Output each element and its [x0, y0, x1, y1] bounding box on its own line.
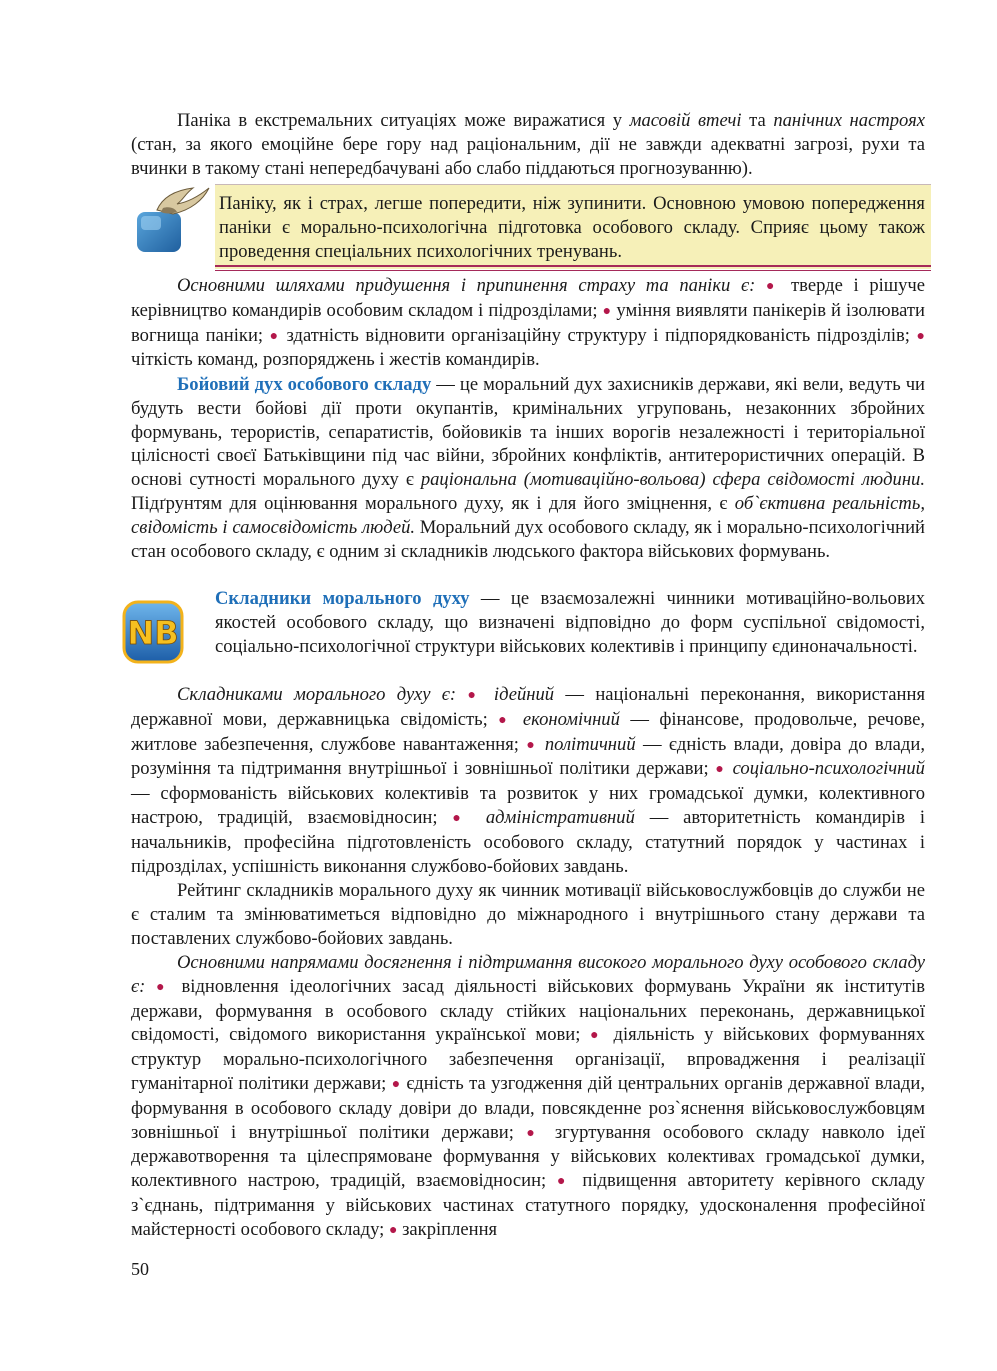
italic-lead: Складниками морального духу є: — [177, 684, 457, 705]
bullet-icon: ● — [156, 979, 171, 995]
list-item: підвищення авторитету керівного складу з`єднань, підтримання у військових частинах статутного порядку, удосконалення професійної майстерності особового складу; — [131, 1170, 925, 1240]
bullet-icon: ● — [388, 1222, 398, 1238]
bullet-icon: ● — [526, 737, 538, 753]
list-item: тверде і рішуче керівництво командирів особовим складом і підрозділами; — [131, 275, 925, 321]
text: Підґрунтям для оцінювання морального духу, як і для його зміцнення, є — [131, 492, 735, 514]
component-name: економічний — [522, 708, 620, 730]
term-heading: Складники морального духу — [215, 588, 470, 609]
bullet-icon: ● — [557, 1174, 572, 1190]
list-item: — сформованість військових колективів та розвиток у них громадської думки, колективного настрою, традицій, взаємовідносин; — [131, 783, 925, 828]
term-heading: Бойовий дух особового складу — [177, 374, 432, 395]
component-name: політичний — [544, 733, 636, 755]
list-item: діяльність у військових формуваннях структур морально-психологічного забезпечення організації, впровадження і реалізації гуманітарної політики держави; — [131, 1024, 925, 1094]
highlight-text: Паніку, як і страх, легше попередити, ніж зупинити. Основною умовою попередження паніки є морально-психологічна підготовка особового складу. Сприяє цьому також проведення спеціальних психологічних тренувань. — [219, 193, 925, 262]
paragraph-spirit-components-definition — [215, 587, 925, 658]
paragraph-combat-spirit — [131, 373, 925, 563]
list-item: чіткість команд, розпоряджень і жестів командирів. — [131, 349, 540, 371]
bullet-icon: ● — [467, 688, 483, 703]
paragraph-rating — [131, 879, 925, 950]
nota-bene-icon — [122, 600, 184, 664]
text: Моральний дух особового складу, як і морально-психологічний стан особового складу, є одним зі складників людського фактора військових формувань. — [131, 516, 925, 562]
bullet-icon: ● — [269, 328, 280, 344]
italic-term: масовій втечі — [629, 110, 742, 131]
svg-text:NB: NB — [127, 614, 179, 652]
text: (стан, за якого емоційне бере гору над раціональним, дії не завжди адекватні загрозі, рухи та вчинки в такому стані непередбачувані або слабо піддаються прогнозуванню). — [131, 133, 925, 179]
text: Паніка в екстремальних ситуаціях може виражатися у — [177, 110, 630, 131]
bullet-icon: ● — [916, 328, 925, 344]
list-item: — єдність влади, довіра до влади, розуміння та підтримання внутрішньої і зовнішньої політики держави; — [131, 733, 925, 780]
bullet-icon: ● — [452, 810, 472, 826]
component-name: соціально-психологічний — [732, 758, 925, 780]
paragraph-panic-forms — [131, 109, 925, 180]
text: та — [741, 110, 774, 131]
highlight-box — [215, 184, 931, 269]
page-number: 50 — [131, 1259, 149, 1279]
list-item: — фінансове, продовольче, речове, житлове забезпечення, службове навантаження; — [131, 708, 925, 755]
paragraph-spirit-components-list — [131, 683, 925, 878]
highlight-underline — [215, 265, 931, 271]
list-item: — авторитетність командирів і начальників, професійна підготовленість особового складу, статутний порядок у частинах і підрозділах, успішність виконання службово-бойових завдань. — [131, 806, 925, 877]
component-name: адміністративний — [485, 806, 635, 828]
list-item: відновлення ідеологічних засад діяльності військових формувань України як інститутів держави, формування в особового складу стійких національних переконань, державницької свідомості, свідомого використання української мови; — [131, 975, 925, 1046]
italic-term: панічних настроях — [773, 110, 925, 131]
list-item: єдність та узгодження дій центральних органів державної влади, формування в особового складу довіри до влади, повсякденне роз`яснення військовослужбовцям зовнішньої і внутрішньої політики держави; — [131, 1072, 925, 1143]
bullet-icon: ● — [391, 1076, 401, 1092]
bullet-icon: ● — [526, 1125, 543, 1141]
bullet-icon: ● — [765, 279, 781, 294]
italic-lead: Основними напрямами досягнення і підтримання високого морального духу особового складу є: — [131, 952, 925, 997]
bird-on-box-icon — [133, 186, 211, 254]
list-item: згуртування особового складу навколо ідеї державотворення та цілеспрямоване формування у військових колективах громадської думки, колективного настрою, традицій, взаємовідносин; — [131, 1121, 925, 1192]
component-name: ідейний — [493, 684, 555, 705]
bullet-icon: ● — [590, 1028, 604, 1044]
text: — це взаємозалежні чинники мотиваційно-вольових якостей особового складу, що визначені відповідно до форм суспільної свідомості, соціально-психологічної структури військових колективів і принципу єдиноначальності. — [215, 588, 926, 657]
list-item: здатність відновити організаційну структуру і підпорядкованість підрозділів; — [286, 324, 910, 346]
bullet-icon: ● — [715, 762, 726, 778]
paragraph-panic-suppression — [131, 274, 925, 372]
bullet-icon: ● — [498, 712, 513, 728]
list-item: закріплення — [402, 1218, 498, 1240]
text: Рейтинг складників морального духу як чинник мотивації військовослужбовців до служби не є сталим та змінюватиметься відповідно до міжнародного і внутрішнього стану держави та поставлених службово-бойових завдань. — [131, 880, 925, 949]
list-item: — національні переконання, використання державної мови, державницька свідомість; — [131, 684, 925, 730]
italic-term: об`єктивна реальність, свідомість і самосвідомість людей. — [131, 492, 925, 538]
paragraph-main-directions — [131, 951, 925, 1243]
list-item: уміння виявляти панікерів й ізолювати вогнища паніки; — [131, 299, 925, 346]
bullet-icon: ● — [602, 303, 612, 319]
italic-term: раціональна (мотиваційно-вольова) сфера свідомості людини. — [420, 469, 925, 491]
italic-lead: Основними шляхами придушення і припинення страху та паніки є: — [177, 275, 756, 296]
text: — це моральний дух захисників держави, які вели, ведуть чи будуть вести бойові дії проти окупантів, кримінальних угруповань, незаконних збройних формувань, терористів, сепаратистів, бойовиків та інших ворогів незалежності і територіальної цілісності своєї Батьківщини під час війни, збройних конфліктів, антитерористичних операцій. В основі сутності морального духу є — [131, 374, 925, 491]
